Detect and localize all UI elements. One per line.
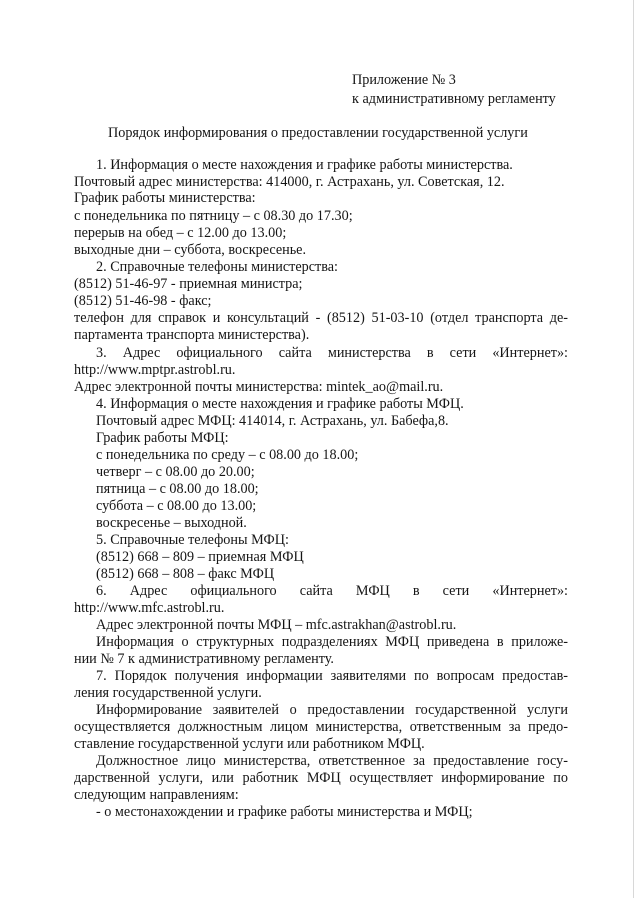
text-line: воскресенье – выходной. [96, 515, 247, 531]
text-line: телефон для справок и консультаций - (8512) 51-03-10 (отдел транспорта де- [74, 310, 568, 326]
text-line: 5. Справочные телефоны МФЦ: [96, 532, 289, 548]
text-line: 3. Адрес официального сайта министерства в сети «Интернет»: [96, 345, 568, 361]
text-line: Информация о структурных подразделениях МФЦ приведена в приложе- [96, 634, 568, 650]
text-line: График работы министерства: [74, 190, 256, 206]
text-line: (8512) 668 – 808 – факс МФЦ [96, 566, 275, 582]
document-title: Порядок информирования о предоставлении государственной услуги [108, 125, 528, 141]
text-line: выходные дни – суббота, воскресенье. [74, 242, 307, 258]
text-line: перерыв на обед – с 12.00 до 13.00; [74, 225, 287, 241]
text-line: 7. Порядок получения информации заявителями по вопросам предостав- [96, 668, 568, 684]
text-line: с понедельника по пятницу – с 08.30 до 17.30; [74, 208, 353, 224]
website-url: http://www.mptpr.astrobl.ru. [74, 362, 236, 378]
text-line: График работы МФЦ: [96, 430, 229, 446]
text-line: (8512) 51-46-98 - факс; [74, 293, 212, 309]
website-url: http://www.mfc.astrobl.ru. [74, 600, 225, 616]
text-line: Информирование заявителей о предоставлении государственной услуги [96, 702, 568, 718]
email-address: Адрес электронной почты министерства: mintek_ao@mail.ru. [74, 379, 444, 395]
text-line: Должностное лицо министерства, ответственное за предоставление госу- [96, 753, 568, 769]
text-line: Почтовый адрес министерства: 414000, г. Астрахань, ул. Советская, 12. [74, 174, 505, 190]
text-line: партамента транспорта министерства). [74, 327, 310, 343]
text-line: - о местонахождении и графике работы министерства и МФЦ; [96, 804, 473, 820]
page-edge-line [633, 0, 634, 898]
email-address: Адрес электронной почты МФЦ – mfc.astrakhan@astrobl.ru. [96, 617, 457, 633]
text-line: следующим направлениям: [74, 787, 239, 803]
text-line: суббота – с 08.00 до 13.00; [96, 498, 257, 514]
text-line: с понедельника по среду – с 08.00 до 18.00; [96, 447, 359, 463]
text-line: (8512) 668 – 809 – приемная МФЦ [96, 549, 304, 565]
text-line: осуществляется должностным лицом министерства, ответственным за предо- [74, 719, 568, 735]
text-line: ления государственной услуги. [74, 685, 262, 701]
text-line: (8512) 51-46-97 - приемная министра; [74, 276, 303, 292]
text-line: ставление государственной услуги или работником МФЦ. [74, 736, 425, 752]
text-line: 6. Адрес официального сайта МФЦ в сети «Интернет»: [96, 583, 568, 599]
text-line: 4. Информация о месте нахождения и графике работы МФЦ. [96, 396, 464, 412]
appendix-reference: к административному регламенту [352, 91, 556, 107]
text-line: четверг – с 08.00 до 20.00; [96, 464, 255, 480]
appendix-number: Приложение № 3 [352, 72, 456, 88]
text-line: Почтовый адрес МФЦ: 414014, г. Астрахань, ул. Бабефа,8. [96, 413, 449, 429]
text-line: 2. Справочные телефоны министерства: [96, 259, 338, 275]
text-line: 1. Информация о месте нахождения и графике работы министерства. [96, 157, 513, 173]
text-line: дарственной услуги, или работник МФЦ осуществляет информирование по [74, 770, 568, 786]
text-line: пятница – с 08.00 до 18.00; [96, 481, 259, 497]
text-line: нии № 7 к административному регламенту. [74, 651, 334, 667]
